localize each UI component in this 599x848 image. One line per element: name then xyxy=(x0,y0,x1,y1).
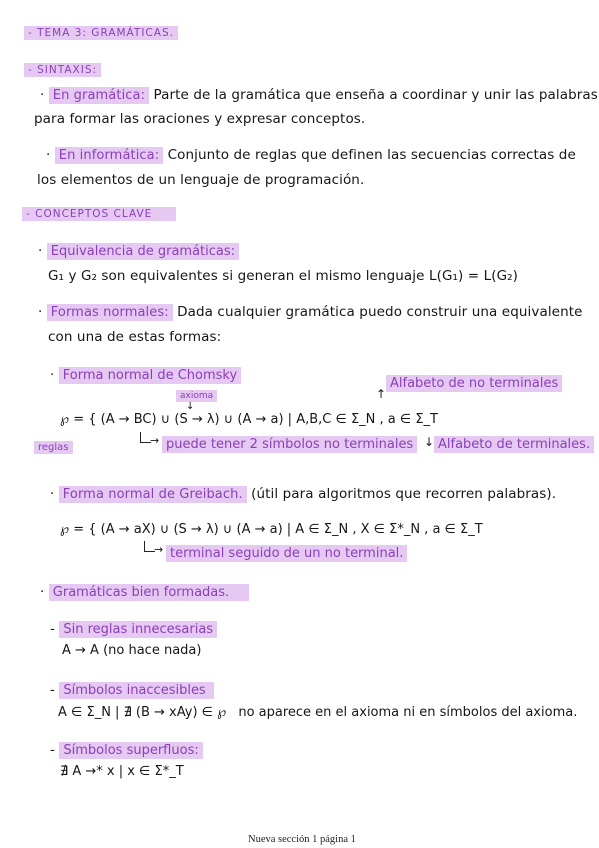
axiom-arrow-icon: ↓ xyxy=(186,401,195,412)
greibach-right-arrow-icon: → xyxy=(154,543,164,556)
chomsky-formula: ℘ = { (A → BC) ∪ (S → λ) ∪ (A → a) | A,B,C ∈ Σ_N , a ∈ Σ_T xyxy=(60,412,438,427)
grammar-definition: · En gramática: Parte de la gramática que enseña a coordinar y unir las palabras xyxy=(40,87,598,103)
two-nonterminals-note: puede tener 2 símbolos no terminales xyxy=(162,436,417,453)
well-formed-label: Gramáticas bien formadas. xyxy=(49,584,249,601)
greibach-formula: ℘ = { (A → aX) ∪ (S → λ) ∪ (A → a) | A ∈ Σ_N , X ∈ Σ*_N , a ∈ Σ_T xyxy=(60,522,483,537)
cs-definition-line2: los elementos de un lenguaje de programación. xyxy=(37,172,365,188)
cs-definition-line1: Conjunto de reglas que definen las secuencias correctas de xyxy=(167,147,576,163)
greibach-item: · Forma normal de Greibach. (útil para algoritmos que recorren palabras). xyxy=(50,486,557,502)
grammar-definition-label: En gramática: xyxy=(49,87,149,104)
superfluous-item: - Símbolos superfluos: xyxy=(50,739,203,758)
right-arrow-icon: → xyxy=(150,434,160,447)
normal-forms-item: · Formas normales: Dada cualquier gramática puedo construir una equivalente xyxy=(38,304,583,320)
inaccessible-line xyxy=(58,705,577,720)
normal-forms-line2: con una de estas formas: xyxy=(48,329,222,345)
well-formed-item: · Gramáticas bien formadas. xyxy=(40,581,249,600)
cs-definition: · En informática: Conjunto de reglas que definen las secuencias correctas de xyxy=(46,147,576,163)
rules-note: reglas xyxy=(34,441,73,454)
inaccessible-item: - Símbolos inaccesibles xyxy=(50,679,214,698)
grammar-definition-line2: para formar las oraciones y expresar conceptos. xyxy=(34,111,366,127)
terminal-followed-note: terminal seguido de un no terminal. xyxy=(166,545,407,562)
superfluous-label: Símbolos superfluos: xyxy=(59,742,202,759)
equivalence-item: · Equivalencia de gramáticas: xyxy=(38,240,239,259)
equivalence-label: Equivalencia de gramáticas: xyxy=(47,243,239,260)
equivalence-text: G₁ y G₂ son equivalentes si generan el mismo lenguaje L(G₁) = L(G₂) xyxy=(48,268,519,284)
normal-forms-label: Formas normales: xyxy=(47,304,173,321)
inaccessible-formula: A ∈ Σ_N | ∄ (B → xAy) ∈ ℘ xyxy=(58,705,227,720)
no-unnecessary-rules-example: A → A (no hace nada) xyxy=(62,643,202,658)
terminal-alphabet-note: Alfabeto de terminales. xyxy=(434,436,594,453)
normal-forms-line1: Dada cualquier gramática puedo construir una equivalente xyxy=(177,304,583,320)
greibach-comment: (útil para algoritmos que recorren palabras). xyxy=(251,486,557,502)
page-title: - TEMA 3: GRAMÁTICAS. xyxy=(24,26,178,40)
cs-definition-label: En informática: xyxy=(55,147,163,164)
terminal-arrow-icon: ↓ xyxy=(424,435,435,449)
chomsky-item: · Forma normal de Chomsky xyxy=(50,364,241,383)
nonterminal-alphabet-note: Alfabeto de no terminales xyxy=(386,375,562,392)
superfluous-formula: ∄ A →* x | x ∈ Σ*_T xyxy=(60,764,184,779)
key-concepts-heading: - CONCEPTOS CLAVE xyxy=(22,207,176,221)
syntax-heading: - SINTAXIS: xyxy=(24,63,101,77)
no-unnecessary-rules-label: Sin reglas innecesarias xyxy=(59,621,217,638)
inaccessible-comment: no aparece en el axioma ni en símbolos del axioma. xyxy=(238,705,578,720)
inaccessible-label: Símbolos inaccesibles xyxy=(59,682,213,699)
nonterminal-arrow-icon: ↑ xyxy=(376,387,387,401)
chomsky-label: Forma normal de Chomsky xyxy=(59,367,241,384)
grammar-definition-line1: Parte de la gramática que enseña a coordinar y unir las palabras xyxy=(153,87,598,103)
no-unnecessary-rules-item: - Sin reglas innecesarias xyxy=(50,618,217,637)
axiom-note: axioma xyxy=(176,390,217,402)
page-footer: Nueva sección 1 página 1 xyxy=(248,834,356,845)
greibach-label: Forma normal de Greibach. xyxy=(59,486,247,503)
